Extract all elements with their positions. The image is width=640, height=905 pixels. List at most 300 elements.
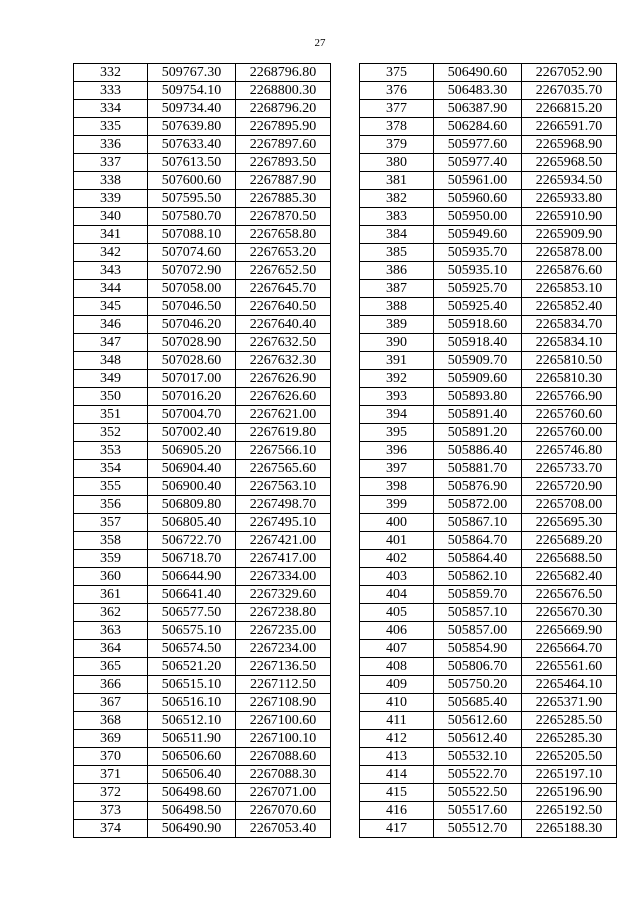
x-coordinate-cell: 505886.40 [434, 442, 522, 460]
point-number-cell: 356 [74, 496, 148, 514]
point-number-cell: 368 [74, 712, 148, 730]
y-coordinate-cell: 2267088.30 [236, 766, 331, 784]
table-row [74, 784, 331, 802]
table-row [74, 208, 331, 226]
point-number-cell: 372 [74, 784, 148, 802]
y-coordinate-cell: 2267035.70 [522, 82, 617, 100]
table-row [74, 568, 331, 586]
x-coordinate-cell: 507580.70 [148, 208, 236, 226]
point-number-cell: 398 [360, 478, 434, 496]
x-coordinate-cell: 507028.60 [148, 352, 236, 370]
point-number-cell: 355 [74, 478, 148, 496]
table-row [360, 298, 617, 316]
point-number-cell: 374 [74, 820, 148, 838]
table-row [74, 82, 331, 100]
table-row [360, 208, 617, 226]
y-coordinate-cell: 2265760.60 [522, 406, 617, 424]
point-number-cell: 353 [74, 442, 148, 460]
x-coordinate-cell: 507004.70 [148, 406, 236, 424]
point-number-cell: 395 [360, 424, 434, 442]
table-row [74, 406, 331, 424]
x-coordinate-cell: 505909.70 [434, 352, 522, 370]
x-coordinate-cell: 505881.70 [434, 460, 522, 478]
point-number-cell: 412 [360, 730, 434, 748]
y-coordinate-cell: 2265746.80 [522, 442, 617, 460]
y-coordinate-cell: 2267136.50 [236, 658, 331, 676]
table-row [74, 118, 331, 136]
table-row [74, 748, 331, 766]
x-coordinate-cell: 505935.10 [434, 262, 522, 280]
x-coordinate-cell: 506387.90 [434, 100, 522, 118]
x-coordinate-cell: 505935.70 [434, 244, 522, 262]
point-number-cell: 352 [74, 424, 148, 442]
x-coordinate-cell: 507633.40 [148, 136, 236, 154]
x-coordinate-cell: 505864.70 [434, 532, 522, 550]
y-coordinate-cell: 2267421.00 [236, 532, 331, 550]
x-coordinate-cell: 505512.70 [434, 820, 522, 838]
x-coordinate-cell: 505857.00 [434, 622, 522, 640]
table-row [74, 694, 331, 712]
x-coordinate-cell: 506498.60 [148, 784, 236, 802]
y-coordinate-cell: 2267100.10 [236, 730, 331, 748]
y-coordinate-cell: 2267234.00 [236, 640, 331, 658]
point-number-cell: 375 [360, 64, 434, 82]
point-number-cell: 404 [360, 586, 434, 604]
y-coordinate-cell: 2265670.30 [522, 604, 617, 622]
point-number-cell: 405 [360, 604, 434, 622]
x-coordinate-cell: 507002.40 [148, 424, 236, 442]
table-row [74, 604, 331, 622]
table-row [74, 478, 331, 496]
x-coordinate-cell: 505876.90 [434, 478, 522, 496]
y-coordinate-cell: 2265371.90 [522, 694, 617, 712]
y-coordinate-cell: 2267108.90 [236, 694, 331, 712]
table-row [360, 586, 617, 604]
x-coordinate-cell: 506511.90 [148, 730, 236, 748]
point-number-cell: 384 [360, 226, 434, 244]
point-number-cell: 386 [360, 262, 434, 280]
table-row [74, 442, 331, 460]
x-coordinate-cell: 505925.40 [434, 298, 522, 316]
y-coordinate-cell: 2265810.30 [522, 370, 617, 388]
point-number-cell: 401 [360, 532, 434, 550]
y-coordinate-cell: 2265285.30 [522, 730, 617, 748]
table-row [360, 190, 617, 208]
coordinate-table-left [73, 63, 331, 838]
point-number-cell: 403 [360, 568, 434, 586]
y-coordinate-cell: 2266815.20 [522, 100, 617, 118]
point-number-cell: 341 [74, 226, 148, 244]
y-coordinate-cell: 2265682.40 [522, 568, 617, 586]
x-coordinate-cell: 509754.10 [148, 82, 236, 100]
x-coordinate-cell: 505750.20 [434, 676, 522, 694]
point-number-cell: 343 [74, 262, 148, 280]
y-coordinate-cell: 2265909.90 [522, 226, 617, 244]
table-row [360, 496, 617, 514]
point-number-cell: 409 [360, 676, 434, 694]
x-coordinate-cell: 506575.10 [148, 622, 236, 640]
y-coordinate-cell: 2267334.00 [236, 568, 331, 586]
x-coordinate-cell: 505918.60 [434, 316, 522, 334]
table-row [74, 730, 331, 748]
point-number-cell: 373 [74, 802, 148, 820]
point-number-cell: 349 [74, 370, 148, 388]
table-row [360, 64, 617, 82]
x-coordinate-cell: 506900.40 [148, 478, 236, 496]
table-row [74, 676, 331, 694]
table-row [74, 496, 331, 514]
x-coordinate-cell: 506512.10 [148, 712, 236, 730]
x-coordinate-cell: 505612.60 [434, 712, 522, 730]
table-row [360, 676, 617, 694]
y-coordinate-cell: 2267885.30 [236, 190, 331, 208]
table-row [360, 82, 617, 100]
y-coordinate-cell: 2265934.50 [522, 172, 617, 190]
y-coordinate-cell: 2265853.10 [522, 280, 617, 298]
point-number-cell: 387 [360, 280, 434, 298]
x-coordinate-cell: 506904.40 [148, 460, 236, 478]
x-coordinate-cell: 506483.30 [434, 82, 522, 100]
point-number-cell: 417 [360, 820, 434, 838]
y-coordinate-cell: 2265192.50 [522, 802, 617, 820]
x-coordinate-cell: 506506.60 [148, 748, 236, 766]
point-number-cell: 389 [360, 316, 434, 334]
x-coordinate-cell: 509734.40 [148, 100, 236, 118]
y-coordinate-cell: 2268796.20 [236, 100, 331, 118]
x-coordinate-cell: 507072.90 [148, 262, 236, 280]
point-number-cell: 399 [360, 496, 434, 514]
x-coordinate-cell: 505960.60 [434, 190, 522, 208]
y-coordinate-cell: 2268800.30 [236, 82, 331, 100]
y-coordinate-cell: 2267053.40 [236, 820, 331, 838]
table-row [74, 640, 331, 658]
point-number-cell: 351 [74, 406, 148, 424]
point-number-cell: 414 [360, 766, 434, 784]
table-row [360, 100, 617, 118]
y-coordinate-cell: 2265968.90 [522, 136, 617, 154]
point-number-cell: 410 [360, 694, 434, 712]
x-coordinate-cell: 505857.10 [434, 604, 522, 622]
point-number-cell: 369 [74, 730, 148, 748]
point-number-cell: 402 [360, 550, 434, 568]
y-coordinate-cell: 2265708.00 [522, 496, 617, 514]
y-coordinate-cell: 2267565.60 [236, 460, 331, 478]
y-coordinate-cell: 2265834.70 [522, 316, 617, 334]
point-number-cell: 345 [74, 298, 148, 316]
y-coordinate-cell: 2267640.50 [236, 298, 331, 316]
x-coordinate-cell: 506498.50 [148, 802, 236, 820]
point-number-cell: 334 [74, 100, 148, 118]
table-row [360, 604, 617, 622]
x-coordinate-cell: 507017.00 [148, 370, 236, 388]
x-coordinate-cell: 505925.70 [434, 280, 522, 298]
point-number-cell: 360 [74, 568, 148, 586]
table-row [360, 622, 617, 640]
point-number-cell: 344 [74, 280, 148, 298]
table-row [360, 478, 617, 496]
table-row [74, 658, 331, 676]
x-coordinate-cell: 506515.10 [148, 676, 236, 694]
x-coordinate-cell: 506809.80 [148, 496, 236, 514]
x-coordinate-cell: 505532.10 [434, 748, 522, 766]
table-row [360, 316, 617, 334]
x-coordinate-cell: 505977.60 [434, 136, 522, 154]
y-coordinate-cell: 2265188.30 [522, 820, 617, 838]
table-row [360, 334, 617, 352]
x-coordinate-cell: 507088.10 [148, 226, 236, 244]
table-row [74, 622, 331, 640]
table-row [360, 172, 617, 190]
point-number-cell: 377 [360, 100, 434, 118]
point-number-cell: 364 [74, 640, 148, 658]
table-row [360, 442, 617, 460]
y-coordinate-cell: 2265695.30 [522, 514, 617, 532]
y-coordinate-cell: 2267870.50 [236, 208, 331, 226]
table-row [360, 820, 617, 838]
table-row [74, 172, 331, 190]
x-coordinate-cell: 505909.60 [434, 370, 522, 388]
y-coordinate-cell: 2265910.90 [522, 208, 617, 226]
point-number-cell: 354 [74, 460, 148, 478]
y-coordinate-cell: 2267238.80 [236, 604, 331, 622]
table-row [74, 460, 331, 478]
table-row [74, 532, 331, 550]
table-row [74, 244, 331, 262]
point-number-cell: 382 [360, 190, 434, 208]
y-coordinate-cell: 2268796.80 [236, 64, 331, 82]
table-row [360, 118, 617, 136]
table-row [74, 370, 331, 388]
page-number: 27 [314, 37, 326, 49]
x-coordinate-cell: 506805.40 [148, 514, 236, 532]
y-coordinate-cell: 2267893.50 [236, 154, 331, 172]
y-coordinate-cell: 2267566.10 [236, 442, 331, 460]
y-coordinate-cell: 2265561.60 [522, 658, 617, 676]
point-number-cell: 376 [360, 82, 434, 100]
x-coordinate-cell: 505864.40 [434, 550, 522, 568]
table-row [360, 568, 617, 586]
y-coordinate-cell: 2265688.50 [522, 550, 617, 568]
x-coordinate-cell: 506574.50 [148, 640, 236, 658]
y-coordinate-cell: 2265876.60 [522, 262, 617, 280]
point-number-cell: 362 [74, 604, 148, 622]
point-number-cell: 359 [74, 550, 148, 568]
y-coordinate-cell: 2265664.70 [522, 640, 617, 658]
coordinate-table-right [359, 63, 617, 838]
x-coordinate-cell: 505806.70 [434, 658, 522, 676]
point-number-cell: 416 [360, 802, 434, 820]
table-row [74, 514, 331, 532]
table-row [74, 820, 331, 838]
table-row [74, 388, 331, 406]
x-coordinate-cell: 506506.40 [148, 766, 236, 784]
y-coordinate-cell: 2267070.60 [236, 802, 331, 820]
point-number-cell: 391 [360, 352, 434, 370]
x-coordinate-cell: 507016.20 [148, 388, 236, 406]
point-number-cell: 335 [74, 118, 148, 136]
point-number-cell: 358 [74, 532, 148, 550]
table-row [74, 154, 331, 172]
point-number-cell: 340 [74, 208, 148, 226]
y-coordinate-cell: 2265197.10 [522, 766, 617, 784]
table-row [360, 802, 617, 820]
table-row [74, 190, 331, 208]
x-coordinate-cell: 505862.10 [434, 568, 522, 586]
x-coordinate-cell: 505961.00 [434, 172, 522, 190]
point-number-cell: 332 [74, 64, 148, 82]
y-coordinate-cell: 2267235.00 [236, 622, 331, 640]
x-coordinate-cell: 506905.20 [148, 442, 236, 460]
table-row [74, 712, 331, 730]
point-number-cell: 336 [74, 136, 148, 154]
table-row [74, 550, 331, 568]
table-row [74, 334, 331, 352]
y-coordinate-cell: 2267632.30 [236, 352, 331, 370]
x-coordinate-cell: 507046.20 [148, 316, 236, 334]
x-coordinate-cell: 505891.40 [434, 406, 522, 424]
table-row [74, 352, 331, 370]
point-number-cell: 397 [360, 460, 434, 478]
point-number-cell: 363 [74, 622, 148, 640]
table-row [74, 226, 331, 244]
point-number-cell: 408 [360, 658, 434, 676]
y-coordinate-cell: 2267626.60 [236, 388, 331, 406]
x-coordinate-cell: 505522.50 [434, 784, 522, 802]
x-coordinate-cell: 505949.60 [434, 226, 522, 244]
y-coordinate-cell: 2267895.90 [236, 118, 331, 136]
table-row [360, 226, 617, 244]
table-row [360, 244, 617, 262]
x-coordinate-cell: 505891.20 [434, 424, 522, 442]
table-row [360, 712, 617, 730]
y-coordinate-cell: 2267632.50 [236, 334, 331, 352]
x-coordinate-cell: 506644.90 [148, 568, 236, 586]
table-row [360, 136, 617, 154]
point-number-cell: 396 [360, 442, 434, 460]
y-coordinate-cell: 2267417.00 [236, 550, 331, 568]
point-number-cell: 407 [360, 640, 434, 658]
point-number-cell: 378 [360, 118, 434, 136]
x-coordinate-cell: 506641.40 [148, 586, 236, 604]
point-number-cell: 400 [360, 514, 434, 532]
y-coordinate-cell: 2267052.90 [522, 64, 617, 82]
x-coordinate-cell: 505867.10 [434, 514, 522, 532]
y-coordinate-cell: 2267498.70 [236, 496, 331, 514]
x-coordinate-cell: 506718.70 [148, 550, 236, 568]
x-coordinate-cell: 505854.90 [434, 640, 522, 658]
y-coordinate-cell: 2267619.80 [236, 424, 331, 442]
y-coordinate-cell: 2265834.10 [522, 334, 617, 352]
point-number-cell: 357 [74, 514, 148, 532]
point-number-cell: 390 [360, 334, 434, 352]
point-number-cell: 392 [360, 370, 434, 388]
table-row [74, 262, 331, 280]
y-coordinate-cell: 2265676.50 [522, 586, 617, 604]
point-number-cell: 339 [74, 190, 148, 208]
x-coordinate-cell: 506521.20 [148, 658, 236, 676]
x-coordinate-cell: 505918.40 [434, 334, 522, 352]
point-number-cell: 333 [74, 82, 148, 100]
y-coordinate-cell: 2267887.90 [236, 172, 331, 190]
table-row [74, 298, 331, 316]
table-row [74, 316, 331, 334]
x-coordinate-cell: 506490.90 [148, 820, 236, 838]
y-coordinate-cell: 2265205.50 [522, 748, 617, 766]
point-number-cell: 383 [360, 208, 434, 226]
x-coordinate-cell: 507613.50 [148, 154, 236, 172]
x-coordinate-cell: 505612.40 [434, 730, 522, 748]
table-row [360, 550, 617, 568]
y-coordinate-cell: 2265285.50 [522, 712, 617, 730]
y-coordinate-cell: 2267652.50 [236, 262, 331, 280]
point-number-cell: 346 [74, 316, 148, 334]
x-coordinate-cell: 506490.60 [434, 64, 522, 82]
y-coordinate-cell: 2265669.90 [522, 622, 617, 640]
x-coordinate-cell: 509767.30 [148, 64, 236, 82]
point-number-cell: 350 [74, 388, 148, 406]
y-coordinate-cell: 2265933.80 [522, 190, 617, 208]
point-number-cell: 342 [74, 244, 148, 262]
y-coordinate-cell: 2267658.80 [236, 226, 331, 244]
point-number-cell: 393 [360, 388, 434, 406]
y-coordinate-cell: 2265464.10 [522, 676, 617, 694]
y-coordinate-cell: 2267563.10 [236, 478, 331, 496]
y-coordinate-cell: 2265878.00 [522, 244, 617, 262]
point-number-cell: 381 [360, 172, 434, 190]
table-row [360, 658, 617, 676]
table-row [360, 532, 617, 550]
y-coordinate-cell: 2267329.60 [236, 586, 331, 604]
y-coordinate-cell: 2265852.40 [522, 298, 617, 316]
point-number-cell: 365 [74, 658, 148, 676]
y-coordinate-cell: 2267621.00 [236, 406, 331, 424]
x-coordinate-cell: 505893.80 [434, 388, 522, 406]
table-row [360, 406, 617, 424]
point-number-cell: 385 [360, 244, 434, 262]
x-coordinate-cell: 505859.70 [434, 586, 522, 604]
point-number-cell: 366 [74, 676, 148, 694]
table-row [360, 280, 617, 298]
x-coordinate-cell: 507028.90 [148, 334, 236, 352]
x-coordinate-cell: 507600.60 [148, 172, 236, 190]
x-coordinate-cell: 506284.60 [434, 118, 522, 136]
table-row [360, 748, 617, 766]
y-coordinate-cell: 2265733.70 [522, 460, 617, 478]
table-row [360, 352, 617, 370]
y-coordinate-cell: 2267112.50 [236, 676, 331, 694]
y-coordinate-cell: 2267626.90 [236, 370, 331, 388]
x-coordinate-cell: 506722.70 [148, 532, 236, 550]
point-number-cell: 347 [74, 334, 148, 352]
y-coordinate-cell: 2265760.00 [522, 424, 617, 442]
y-coordinate-cell: 2266591.70 [522, 118, 617, 136]
y-coordinate-cell: 2267088.60 [236, 748, 331, 766]
x-coordinate-cell: 507046.50 [148, 298, 236, 316]
table-row [360, 262, 617, 280]
table-row [74, 280, 331, 298]
point-number-cell: 411 [360, 712, 434, 730]
table-row [74, 136, 331, 154]
table-row [74, 100, 331, 118]
y-coordinate-cell: 2265689.20 [522, 532, 617, 550]
x-coordinate-cell: 505950.00 [434, 208, 522, 226]
table-row [360, 640, 617, 658]
y-coordinate-cell: 2265766.90 [522, 388, 617, 406]
y-coordinate-cell: 2267653.20 [236, 244, 331, 262]
y-coordinate-cell: 2267071.00 [236, 784, 331, 802]
x-coordinate-cell: 506577.50 [148, 604, 236, 622]
point-number-cell: 394 [360, 406, 434, 424]
